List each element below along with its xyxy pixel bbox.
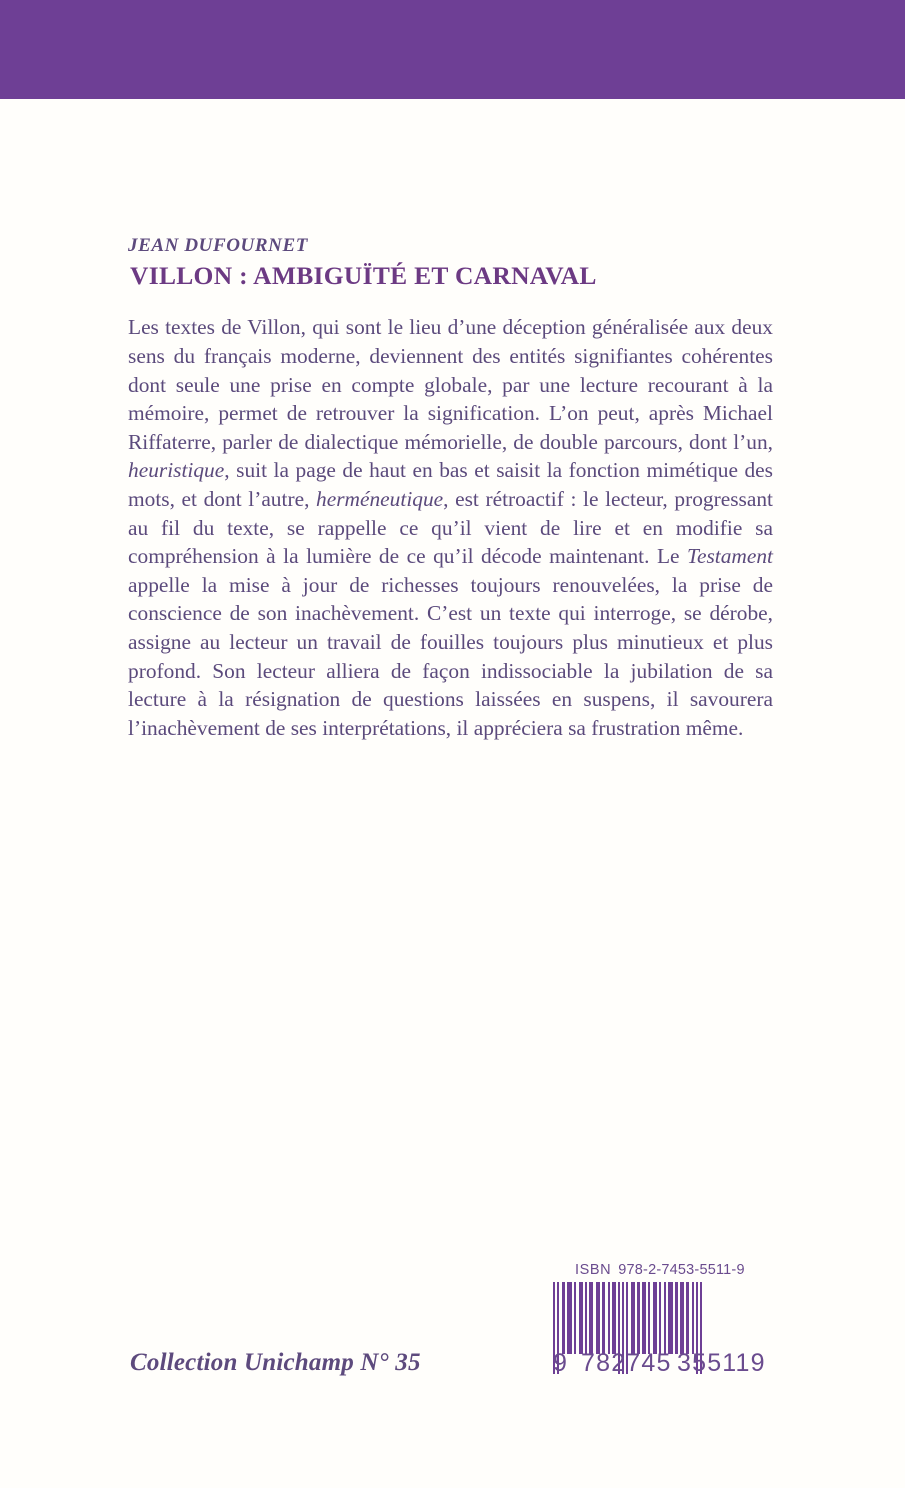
blurb-segment-1: Les textes de Villon, qui sont le lieu d’une déception généralisée aux deux sens du français moderne, deviennent des entités signifiantes cohérentes dont seule une prise en compte globale, par une lecture recourant à la mémoire, permet de retrouver la signification. L’on peut, après Michael Riffaterre, parler de dialectique mémorielle, de double parcours, dont l’un,: [128, 315, 773, 454]
blurb-emphasis-hermeneutique: herméneutique: [316, 487, 444, 512]
blurb-emphasis-testament: Testament: [687, 544, 773, 569]
top-decorative-band: [0, 0, 905, 99]
isbn-label: ISBN: [575, 1262, 612, 1278]
book-title: VILLON : AMBIGUÏTÉ ET CARNAVAL: [130, 260, 597, 290]
ean-left-group: 782745: [581, 1349, 672, 1377]
blurb-segment-3: , est rétroactif : le lecteur, progressant au fil du texte, se rappelle ce qu’il vient de lire et en modifie sa compréhension à la lumière de ce qu’il décode maintenant. Le: [128, 487, 773, 569]
isbn-line: [575, 1262, 785, 1278]
blurb-paragraph: [128, 313, 773, 742]
back-cover-content: [128, 236, 773, 742]
blurb-emphasis-heuristique: heuristique: [128, 458, 225, 483]
ean-lead-digit: 9: [553, 1349, 569, 1377]
ean-right-group: 355119: [677, 1349, 766, 1377]
barcode-block: [553, 1262, 785, 1377]
barcode-digits: [553, 1349, 785, 1378]
author-name: JEAN DUFOURNET: [128, 235, 308, 256]
ean13-barcode: [553, 1282, 785, 1377]
blurb-segment-2: , suit la page de haut en bas et saisit la fonction mimétique des mots, et dont l’autre,: [128, 458, 773, 512]
collection-line: Collection Unichamp N° 35: [130, 1349, 421, 1376]
isbn-number: 978-2-7453-5511-9: [618, 1262, 745, 1278]
blurb-segment-4: appelle la mise à jour de richesses toujours renouvelées, la prise de conscience de son inachèvement. C’est un texte qui interroge, se dérobe, assigne au lecteur un travail de fouilles toujours plus minutieux et plus profond. Son lecteur alliera de façon indissociable la jubilation de sa lecture à la résignation de questions laissées en suspens, il savourera l’inachèvement de ses interprétations, il appréciera sa frustration même.: [128, 572, 773, 740]
